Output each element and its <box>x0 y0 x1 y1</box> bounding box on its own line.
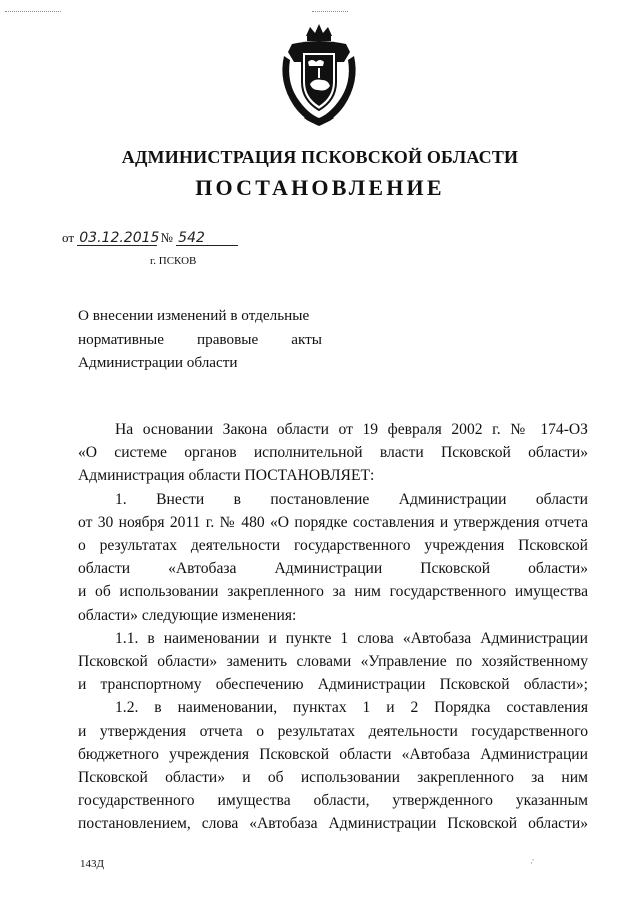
body-line: Псковской области» и об использовании закрепленного за ним <box>78 769 588 787</box>
document-body <box>78 418 588 836</box>
body-line: области «Автобаза Администрации Псковской области» <box>78 560 588 578</box>
subject-line: О внесении изменений в отдельные <box>78 307 310 324</box>
body-line: 1.2. в наименовании, пунктах 1 и 2 Порядка составления <box>115 699 588 717</box>
scan-artifact-corner: ·̓ <box>530 858 533 868</box>
body-line: «О системе органов исполнительной власти Псковской области» <box>78 444 588 462</box>
document-type: ПОСТАНОВЛЕНИЕ <box>195 175 445 200</box>
body-line: Администрация области ПОСТАНОВЛЯЕТ: <box>78 467 375 485</box>
subject-line: Администрации области <box>78 354 238 371</box>
subject-block <box>78 304 322 375</box>
pskov-coat-of-arms-icon <box>274 22 364 132</box>
organization-title: АДМИНИСТРАЦИЯ ПСКОВСКОЙ ОБЛАСТИ <box>121 147 519 167</box>
body-line: Псковской области» заменить словами «Управление по хозяйственному <box>78 653 588 671</box>
body-line: На основании Закона области от 19 февраля 2002 г. № 174-ОЗ <box>115 421 588 438</box>
date-prefix: от <box>62 230 75 245</box>
body-line: и об использовании закрепленного за ним государственного имущества <box>78 583 588 601</box>
body-line: и утверждения отчета о результатах деятельности государственного <box>78 722 588 740</box>
body-line: и транспортному обеспечению Администрации Псковской области»; <box>78 676 588 694</box>
subject-line: нормативные правовые акты <box>78 330 322 348</box>
handwritten-date: 03.12.2015 <box>79 230 160 246</box>
body-line: 1.1. в наименовании и пункте 1 слова «Автобаза Администрации <box>115 629 588 647</box>
body-line: от 30 ноября 2011 г. № 480 «О порядке составления и утверждения отчета <box>78 513 588 531</box>
handwritten-number: 542 <box>176 231 238 246</box>
scan-artifact-right <box>312 11 348 12</box>
city-line: г. ПСКОВ <box>150 255 197 267</box>
date-number-line <box>62 230 238 246</box>
footer-code: 143Д <box>80 858 105 870</box>
scan-artifact-left <box>5 11 61 12</box>
body-line: области» следующие изменения: <box>78 606 297 624</box>
number-prefix: № <box>160 230 173 245</box>
body-line: государственного имущества области, утвержденного указанным <box>78 792 588 810</box>
body-line: о результатах деятельности государственного учреждения Псковской <box>78 537 588 555</box>
body-line: постановлением, слова «Автобаза Администрации Псковской области» <box>78 815 588 833</box>
body-line: бюджетного учреждения Псковской области «Автобаза Администрации <box>78 745 588 763</box>
body-line: 1. Внести в постановление Администрации области <box>115 490 588 508</box>
